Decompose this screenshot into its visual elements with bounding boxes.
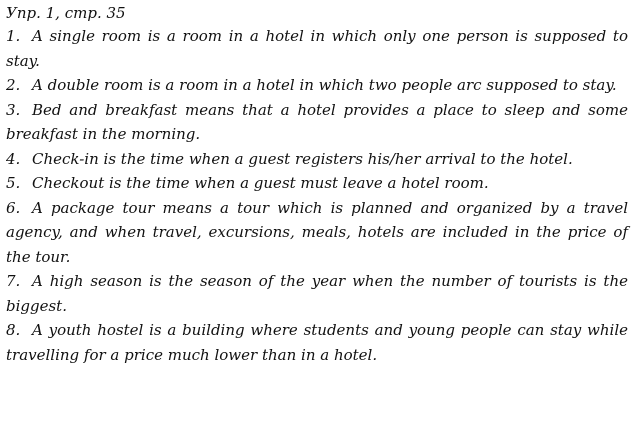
item-number: 5.	[6, 174, 21, 192]
item-text: Check-in is the time when a guest registers his/her arrival to the hotel.	[32, 149, 573, 168]
item-text: Checkout is the time when a guest must leave a hotel room.	[32, 174, 489, 192]
list-item	[6, 196, 628, 270]
exercise-heading: Упр. 1, стр. 35	[6, 4, 126, 22]
list-item	[6, 269, 628, 318]
item-text: A double room is a room in a hotel in which two people arc supposed to stay.	[32, 76, 617, 94]
list-item	[6, 171, 628, 196]
list-item	[6, 98, 628, 147]
item-text: A high season is the season of the year when the number of tourists is the biggest.	[6, 272, 628, 315]
item-number: 3.	[6, 100, 21, 119]
list-item	[6, 318, 628, 367]
item-number: 8.	[6, 321, 21, 339]
item-number: 2.	[6, 76, 21, 94]
item-text: Bed and breakfast means that a hotel provides a place to sleep and some breakfast in the morning.	[6, 100, 628, 143]
item-text: A package tour means a tour which is planned and organized by a travel agency, and when travel, excursions, meals, hotels are included in the price of the tour.	[6, 198, 628, 266]
definitions-list	[6, 24, 628, 367]
item-number: 4.	[6, 149, 21, 168]
list-item	[6, 24, 628, 73]
item-number: 7.	[6, 272, 21, 290]
list-item	[6, 147, 628, 172]
item-text: A youth hostel is a building where students and young people can stay while travelling for a price much lower than in a hotel.	[6, 321, 628, 364]
list-item	[6, 73, 628, 98]
item-text: A single room is a room in a hotel in which only one person is supposed to stay.	[6, 27, 628, 70]
item-number: 1.	[6, 27, 21, 45]
item-number: 6.	[6, 198, 21, 217]
